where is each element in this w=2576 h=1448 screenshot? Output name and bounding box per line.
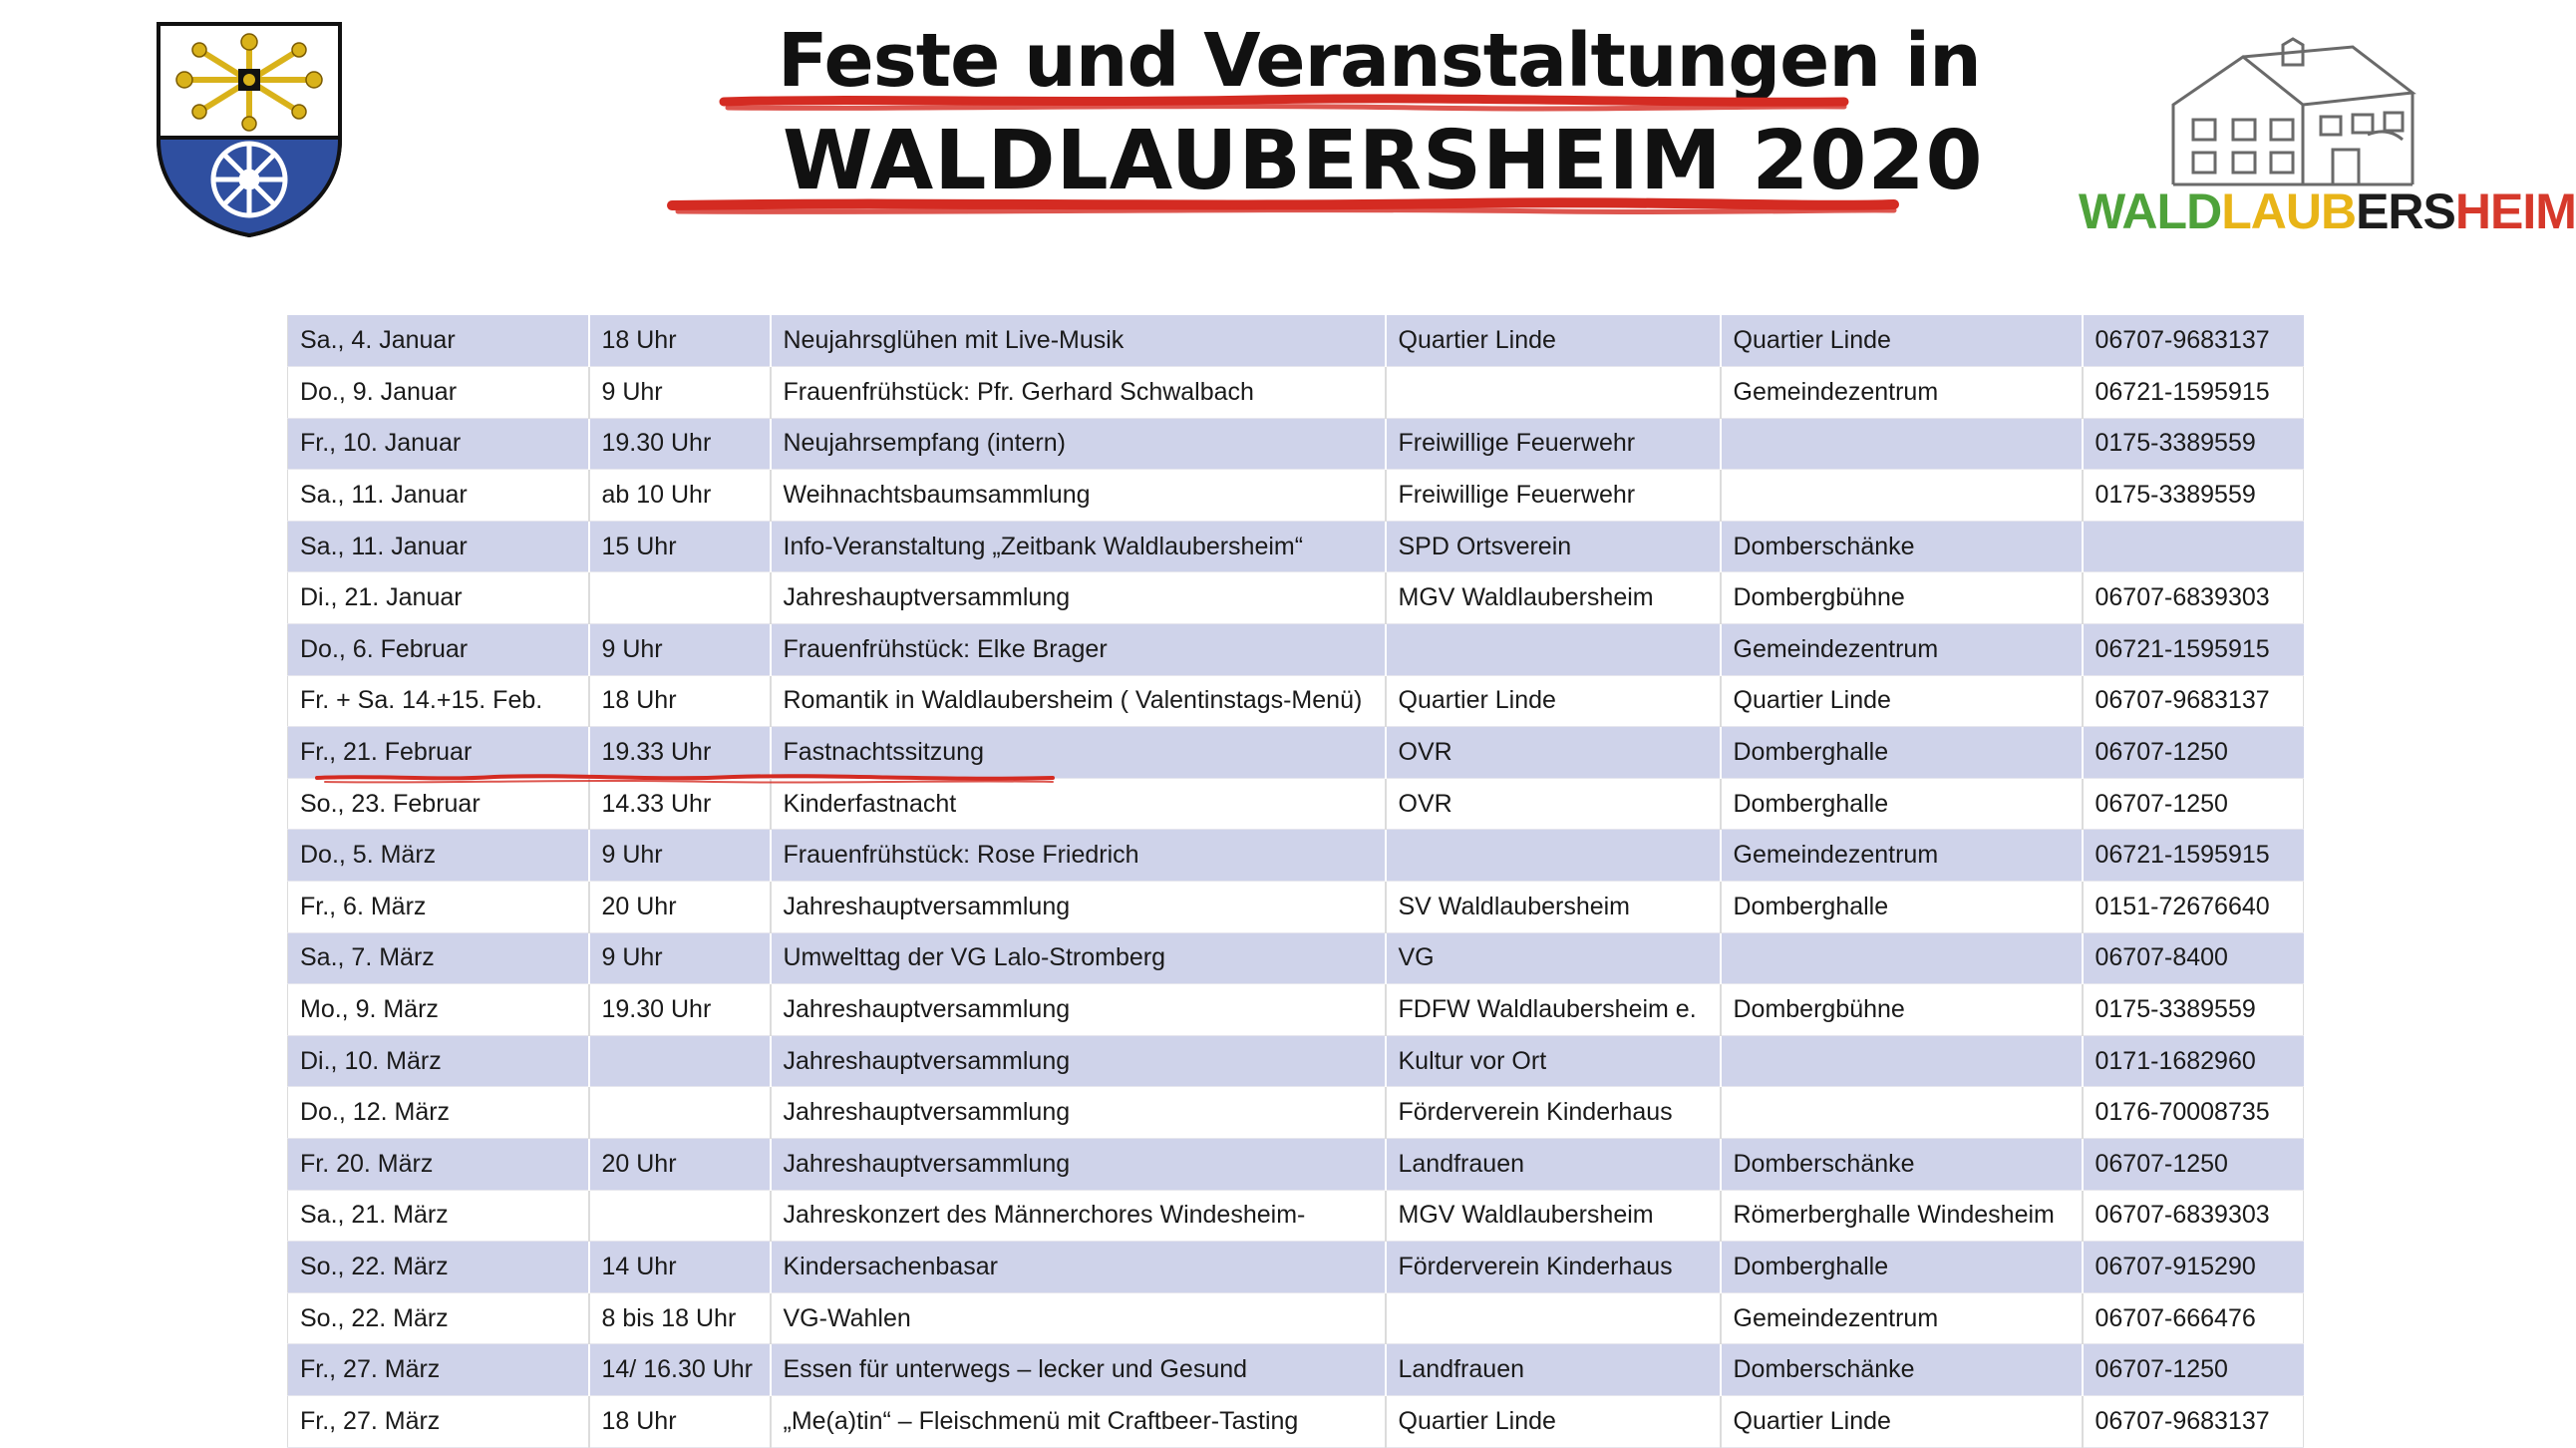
event-phone: 06707-9683137 xyxy=(2083,315,2304,367)
event-time: 19.30 Uhr xyxy=(589,418,771,470)
event-organizer: Quartier Linde xyxy=(1386,1395,1721,1447)
event-date: Sa., 21. März xyxy=(288,1190,589,1242)
table-row xyxy=(288,367,2304,419)
page-title-line2: WALDLAUBERSHEIM 2020 xyxy=(783,114,1984,208)
event-time xyxy=(589,1190,771,1242)
event-time: 8 bis 18 Uhr xyxy=(589,1292,771,1344)
event-phone: 0175-3389559 xyxy=(2083,470,2304,522)
event-location: Domberschänke xyxy=(1721,1139,2083,1191)
event-date: Fr., 27. März xyxy=(288,1395,589,1447)
event-organizer: SV Waldlaubersheim xyxy=(1386,882,1721,933)
event-title: Jahreshauptversammlung xyxy=(771,882,1386,933)
event-title: Neujahrsglühen mit Live-Musik xyxy=(771,315,1386,367)
event-organizer: VG xyxy=(1386,932,1721,984)
table-row xyxy=(288,675,2304,727)
logo-part-laub: LAUB xyxy=(2221,183,2357,239)
table-row xyxy=(288,1292,2304,1344)
event-time: 9 Uhr xyxy=(589,624,771,676)
event-organizer xyxy=(1386,1292,1721,1344)
event-date: Do., 9. Januar xyxy=(288,367,589,419)
event-location: Dombergbühne xyxy=(1721,984,2083,1036)
event-phone: 0175-3389559 xyxy=(2083,418,2304,470)
event-organizer: Förderverein Kinderhaus xyxy=(1386,1087,1721,1139)
event-phone: 06721-1595915 xyxy=(2083,830,2304,882)
event-location: Domberghalle xyxy=(1721,1242,2083,1293)
event-location: Gemeindezentrum xyxy=(1721,1292,2083,1344)
event-phone: 06707-1250 xyxy=(2083,1344,2304,1396)
events-table xyxy=(287,315,2304,1448)
event-time: 14/ 16.30 Uhr xyxy=(589,1344,771,1396)
event-title: Jahreshauptversammlung xyxy=(771,1087,1386,1139)
event-date: Mo., 9. März xyxy=(288,984,589,1036)
event-location: Domberschänke xyxy=(1721,1344,2083,1396)
coat-of-arms-icon xyxy=(155,20,344,239)
logo-wordmark xyxy=(2079,182,2576,240)
event-location: Quartier Linde xyxy=(1721,1395,2083,1447)
event-title: Frauenfrühstück: Pfr. Gerhard Schwalbach xyxy=(771,367,1386,419)
event-date: Fr., 21. Februar xyxy=(288,727,589,779)
event-organizer: FDFW Waldlaubersheim e. xyxy=(1386,984,1721,1036)
event-organizer: OVR xyxy=(1386,778,1721,830)
event-time xyxy=(589,1087,771,1139)
table-row xyxy=(288,778,2304,830)
event-location: Quartier Linde xyxy=(1721,675,2083,727)
logo-part-ers: ERS xyxy=(2356,183,2455,239)
table-row xyxy=(288,984,2304,1036)
table-row xyxy=(288,470,2304,522)
event-time: 9 Uhr xyxy=(589,932,771,984)
table-row xyxy=(288,1087,2304,1139)
event-phone: 06721-1595915 xyxy=(2083,367,2304,419)
event-organizer: Förderverein Kinderhaus xyxy=(1386,1242,1721,1293)
event-date: So., 22. März xyxy=(288,1292,589,1344)
event-date: Sa., 4. Januar xyxy=(288,315,589,367)
event-time: 18 Uhr xyxy=(589,675,771,727)
event-title: Neujahrsempfang (intern) xyxy=(771,418,1386,470)
table-row xyxy=(288,882,2304,933)
table-row xyxy=(288,1242,2304,1293)
event-organizer: Landfrauen xyxy=(1386,1344,1721,1396)
event-time: 18 Uhr xyxy=(589,1395,771,1447)
event-organizer: Quartier Linde xyxy=(1386,675,1721,727)
event-title: Essen für unterwegs – lecker und Gesund xyxy=(771,1344,1386,1396)
event-phone: 06707-1250 xyxy=(2083,1139,2304,1191)
event-date: Do., 6. Februar xyxy=(288,624,589,676)
event-time: ab 10 Uhr xyxy=(589,470,771,522)
table-row xyxy=(288,521,2304,572)
table-row xyxy=(288,315,2304,367)
event-location: Domberghalle xyxy=(1721,882,2083,933)
event-date: Fr. 20. März xyxy=(288,1139,589,1191)
event-time: 14 Uhr xyxy=(589,1242,771,1293)
table-row xyxy=(288,1395,2304,1447)
house-sketch-icon xyxy=(2153,35,2442,194)
event-organizer: Landfrauen xyxy=(1386,1139,1721,1191)
event-time: 19.33 Uhr xyxy=(589,727,771,779)
event-title: VG-Wahlen xyxy=(771,1292,1386,1344)
event-organizer: SPD Ortsverein xyxy=(1386,521,1721,572)
event-organizer: Freiwillige Feuerwehr xyxy=(1386,418,1721,470)
event-phone: 06707-6839303 xyxy=(2083,1190,2304,1242)
event-organizer: Freiwillige Feuerwehr xyxy=(1386,470,1721,522)
table-row xyxy=(288,418,2304,470)
event-location: Gemeindezentrum xyxy=(1721,624,2083,676)
event-phone: 0151-72676640 xyxy=(2083,882,2304,933)
table-row xyxy=(288,572,2304,624)
event-location: Gemeindezentrum xyxy=(1721,367,2083,419)
event-location: Domberschänke xyxy=(1721,521,2083,572)
event-phone: 06707-1250 xyxy=(2083,727,2304,779)
table-row xyxy=(288,830,2304,882)
event-time: 14.33 Uhr xyxy=(589,778,771,830)
event-organizer: MGV Waldlaubersheim xyxy=(1386,1190,1721,1242)
event-phone: 06707-9683137 xyxy=(2083,675,2304,727)
page-title-line1: Feste und Veranstaltungen in xyxy=(778,18,1981,104)
event-date: Do., 5. März xyxy=(288,830,589,882)
event-location xyxy=(1721,932,2083,984)
event-phone: 06707-6839303 xyxy=(2083,572,2304,624)
event-phone xyxy=(2083,521,2304,572)
table-row xyxy=(288,727,2304,779)
logo-part-heim: HEIM xyxy=(2454,183,2576,239)
event-date: Sa., 11. Januar xyxy=(288,521,589,572)
event-location: Römerberghalle Windesheim xyxy=(1721,1190,2083,1242)
event-title: Jahreshauptversammlung xyxy=(771,572,1386,624)
event-title: Jahreshauptversammlung xyxy=(771,984,1386,1036)
event-location: Quartier Linde xyxy=(1721,315,2083,367)
table-row xyxy=(288,1190,2304,1242)
event-title: Jahreshauptversammlung xyxy=(771,1139,1386,1191)
table-row xyxy=(288,932,2304,984)
table-row xyxy=(288,1035,2304,1087)
page-header xyxy=(658,18,1984,217)
event-time: 9 Uhr xyxy=(589,830,771,882)
event-location xyxy=(1721,1087,2083,1139)
event-location: Domberghalle xyxy=(1721,727,2083,779)
event-organizer: OVR xyxy=(1386,727,1721,779)
waldlaubersheim-logo xyxy=(2079,35,2576,244)
event-date: Di., 21. Januar xyxy=(288,572,589,624)
event-time: 20 Uhr xyxy=(589,882,771,933)
event-phone: 06707-9683137 xyxy=(2083,1395,2304,1447)
event-organizer xyxy=(1386,830,1721,882)
event-date: So., 22. März xyxy=(288,1242,589,1293)
event-phone: 0171-1682960 xyxy=(2083,1035,2304,1087)
event-title: Frauenfrühstück: Rose Friedrich xyxy=(771,830,1386,882)
event-title: „Me(a)tin“ – Fleischmenü mit Craftbeer-Tasting xyxy=(771,1395,1386,1447)
event-title: Romantik in Waldlaubersheim ( Valentinstags-Menü) xyxy=(771,675,1386,727)
event-date: Di., 10. März xyxy=(288,1035,589,1087)
event-title: Kindersachenbasar xyxy=(771,1242,1386,1293)
event-time: 15 Uhr xyxy=(589,521,771,572)
event-date: Sa., 11. Januar xyxy=(288,470,589,522)
event-organizer: Kultur vor Ort xyxy=(1386,1035,1721,1087)
event-date: So., 23. Februar xyxy=(288,778,589,830)
logo-part-wald: WALD xyxy=(2079,183,2222,239)
event-title: Fastnachtssitzung xyxy=(771,727,1386,779)
event-phone: 06707-8400 xyxy=(2083,932,2304,984)
event-title: Jahreshauptversammlung xyxy=(771,1035,1386,1087)
table-row xyxy=(288,1139,2304,1191)
event-title: Umwelttag der VG Lalo-Stromberg xyxy=(771,932,1386,984)
event-time: 9 Uhr xyxy=(589,367,771,419)
event-phone: 0176-70008735 xyxy=(2083,1087,2304,1139)
table-row xyxy=(288,1344,2304,1396)
event-time: 20 Uhr xyxy=(589,1139,771,1191)
event-title: Kinderfastnacht xyxy=(771,778,1386,830)
event-title: Info-Veranstaltung „Zeitbank Waldlaubersheim“ xyxy=(771,521,1386,572)
event-title: Weihnachtsbaumsammlung xyxy=(771,470,1386,522)
event-phone: 0175-3389559 xyxy=(2083,984,2304,1036)
event-date: Fr., 10. Januar xyxy=(288,418,589,470)
event-time: 19.30 Uhr xyxy=(589,984,771,1036)
event-date: Do., 12. März xyxy=(288,1087,589,1139)
table-row xyxy=(288,624,2304,676)
event-date: Fr., 27. März xyxy=(288,1344,589,1396)
event-time: 18 Uhr xyxy=(589,315,771,367)
event-organizer: MGV Waldlaubersheim xyxy=(1386,572,1721,624)
event-location xyxy=(1721,418,2083,470)
event-phone: 06707-666476 xyxy=(2083,1292,2304,1344)
event-date: Fr., 6. März xyxy=(288,882,589,933)
event-phone: 06707-1250 xyxy=(2083,778,2304,830)
event-date: Fr. + Sa. 14.+15. Feb. xyxy=(288,675,589,727)
event-location: Domberghalle xyxy=(1721,778,2083,830)
event-title: Frauenfrühstück: Elke Brager xyxy=(771,624,1386,676)
event-organizer xyxy=(1386,367,1721,419)
event-location xyxy=(1721,1035,2083,1087)
event-date: Sa., 7. März xyxy=(288,932,589,984)
event-phone: 06721-1595915 xyxy=(2083,624,2304,676)
event-location xyxy=(1721,470,2083,522)
event-title: Jahreskonzert des Männerchores Windesheim- xyxy=(771,1190,1386,1242)
event-location: Dombergbühne xyxy=(1721,572,2083,624)
event-phone: 06707-915290 xyxy=(2083,1242,2304,1293)
event-organizer: Quartier Linde xyxy=(1386,315,1721,367)
event-time xyxy=(589,572,771,624)
event-organizer xyxy=(1386,624,1721,676)
event-time xyxy=(589,1035,771,1087)
event-location: Gemeindezentrum xyxy=(1721,830,2083,882)
